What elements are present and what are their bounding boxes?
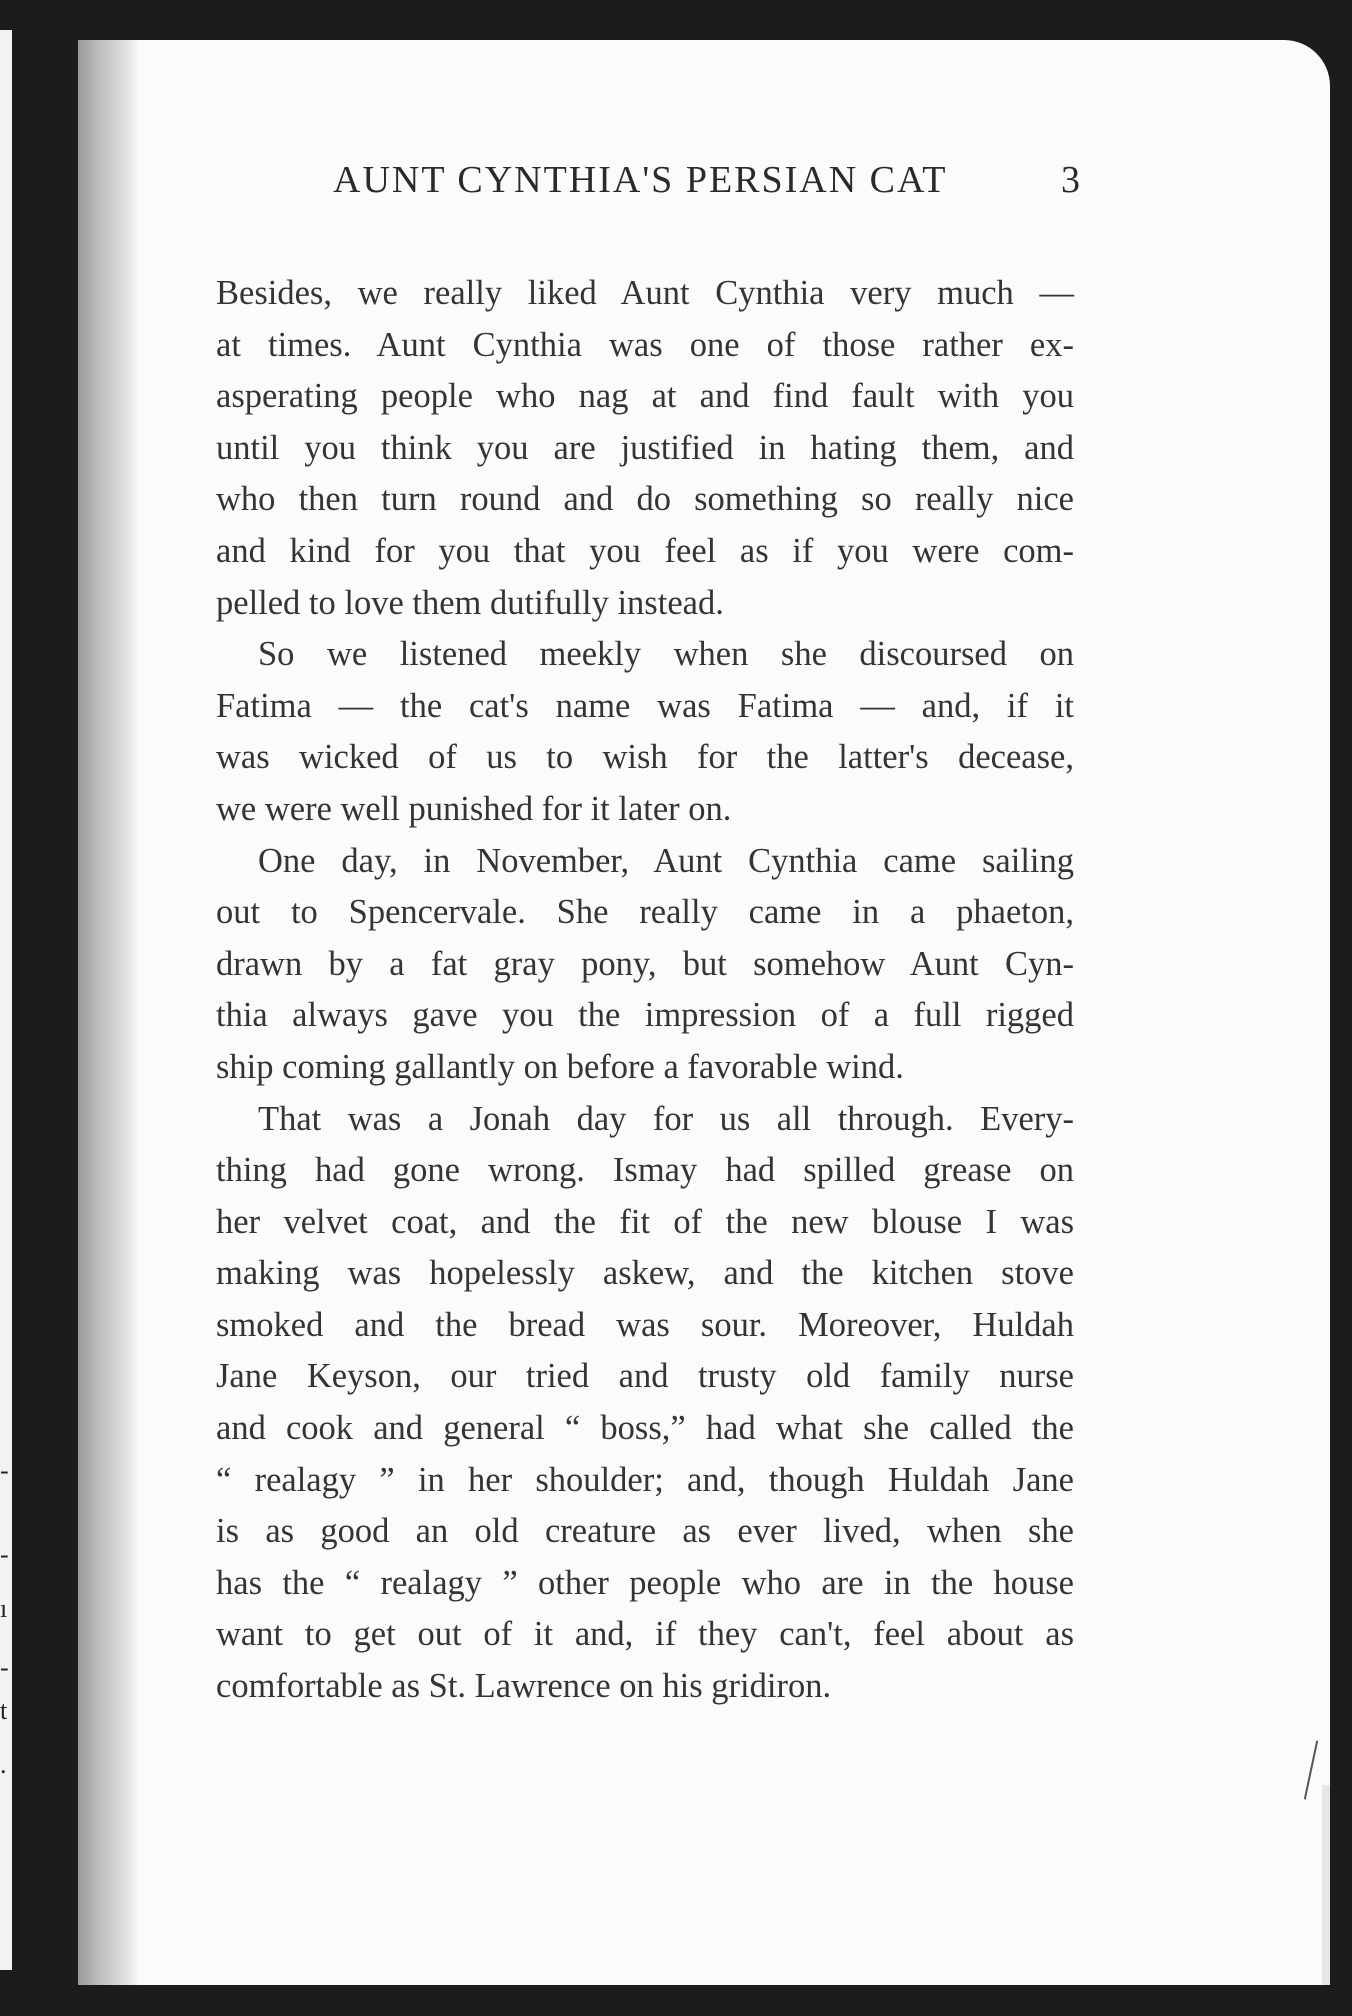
text-line: Fatima — the cat's name was Fatima — and, if it — [216, 686, 1074, 725]
text-line: at times. Aunt Cynthia was one of those rather ex- — [216, 325, 1074, 364]
text-line: pelled to love them dutifully instead. — [216, 583, 724, 622]
page-fold — [1322, 1785, 1330, 1985]
text-line: Besides, we really liked Aunt Cynthia very much — — [216, 274, 1074, 312]
facing-page-fragment: - — [0, 1653, 9, 1682]
text-line: making was hopelessly askew, and the kitchen stove — [216, 1254, 1074, 1293]
text-line: is as good an old creature as ever lived, when she — [216, 1512, 1074, 1551]
facing-page-fragment: ı — [0, 1594, 8, 1623]
text-line: That was a Jonah day for us all through. Every- — [258, 1099, 1074, 1138]
text-line: drawn by a fat gray pony, but somehow Aunt Cyn- — [216, 944, 1074, 983]
text-line: ship coming gallantly on before a favorable wind. — [216, 1047, 904, 1086]
text-line: until you think you are justified in hating them, and — [216, 428, 1074, 467]
text-line: we were well punished for it later on. — [216, 789, 732, 828]
gutter-shadow — [78, 40, 138, 1985]
text-line: her velvet coat, and the fit of the new blouse I was — [216, 1202, 1074, 1241]
text-line: thia always gave you the impression of a full rigged — [216, 996, 1074, 1035]
text-line: smoked and the bread was sour. Moreover, Huldah — [216, 1305, 1074, 1344]
text-line: asperating people who nag at and find fault with you — [216, 377, 1074, 416]
facing-page-fragment: . — [0, 1750, 7, 1779]
running-head: AUNT CYNTHIA'S PERSIAN CAT — [333, 159, 948, 201]
text-line: comfortable as St. Lawrence on his gridiron. — [216, 1667, 832, 1706]
page-number: 3 — [1061, 159, 1080, 201]
text-line: and cook and general “ boss,” had what she called the — [216, 1409, 1074, 1448]
facing-page-fragment: - — [0, 1540, 9, 1569]
text-line: One day, in November, Aunt Cynthia came sailing — [258, 841, 1074, 880]
text-line: thing had gone wrong. Ismay had spilled grease on — [216, 1151, 1074, 1190]
text-line: want to get out of it and, if they can't, feel about as — [216, 1615, 1074, 1654]
text-line: who then turn round and do something so really nice — [216, 480, 1074, 519]
facing-page-fragment: t — [0, 1696, 8, 1725]
text-line: “ realagy ” in her shoulder; and, though Huldah Jane — [216, 1460, 1074, 1499]
text-line: was wicked of us to wish for the latter's decease, — [216, 738, 1074, 777]
text-line: So we listened meekly when she discoursed on — [258, 635, 1074, 674]
page-header — [253, 158, 1080, 208]
text-line: and kind for you that you feel as if you were com- — [216, 531, 1074, 570]
facing-page-fragment: - — [0, 1456, 9, 1485]
page-edge-mark — [1304, 1740, 1318, 1799]
text-line: out to Spencervale. She really came in a phaeton, — [216, 893, 1074, 932]
text-line: has the “ realagy ” other people who are in the house — [216, 1563, 1074, 1602]
facing-page-edge — [0, 30, 12, 1970]
text-line: Jane Keyson, our tried and trusty old family nurse — [216, 1357, 1074, 1396]
body-text — [216, 268, 1074, 1713]
